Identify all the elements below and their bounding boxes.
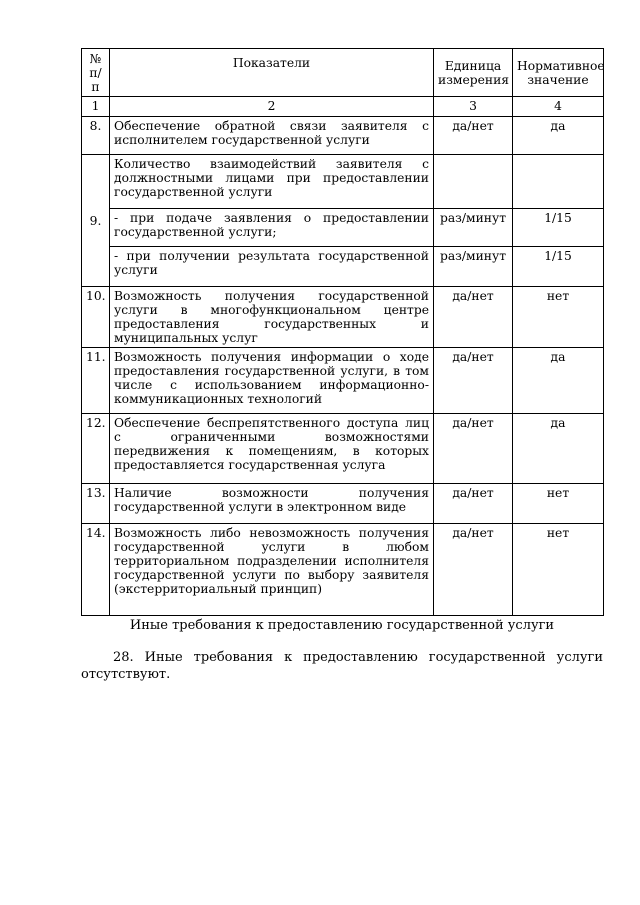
- row-indicator: Возможность получения государственной услуги в многофункциональном центре предоставления государственных и муниципальных услуг: [110, 287, 434, 348]
- row-value: нет: [513, 524, 604, 616]
- row-number: 13.: [82, 484, 110, 524]
- row-value: да: [513, 117, 604, 155]
- row-unit: да/нет: [434, 524, 513, 616]
- table-row: [82, 209, 604, 247]
- row-indicator: Обеспечение обратной связи заявителя с исполнителем государственной услуги: [110, 117, 434, 155]
- row-value: 1/15: [513, 247, 604, 287]
- column-number: 2: [110, 97, 434, 117]
- section-title: Иные требования к предоставлению государственной услуги: [129, 618, 555, 633]
- table-header-row: [82, 49, 604, 97]
- row-number: 11.: [82, 348, 110, 414]
- row-number: 8.: [82, 117, 110, 155]
- row-indicator: Возможность либо невозможность получения государственной услуги в любом территориальном подразделении исполнителя государственной услуги по выбору заявителя (экстерриториальный принцип): [110, 524, 434, 616]
- table-row: [82, 155, 604, 209]
- row-indicator: Наличие возможности получения государственной услуги в электронном виде: [110, 484, 434, 524]
- paragraph-28: 28. Иные требования к предоставлению государственной услуги отсутствуют.: [81, 650, 603, 682]
- row-indicator: - при получении результата государственной услуги: [110, 247, 434, 287]
- row-unit: раз/минут: [434, 247, 513, 287]
- row-unit: да/нет: [434, 414, 513, 484]
- row-number: 10.: [82, 287, 110, 348]
- row-unit: раз/минут: [434, 209, 513, 247]
- row-number: 9.: [82, 155, 110, 287]
- row-indicator: - при подаче заявления о предоставлении государственной услуги;: [110, 209, 434, 247]
- header-indicator: Показатели: [110, 49, 434, 97]
- row-value: да: [513, 348, 604, 414]
- table-row: [82, 484, 604, 524]
- header-norm: Нормативное значение: [513, 49, 604, 97]
- header-num: № п/п: [82, 49, 110, 97]
- row-unit: да/нет: [434, 117, 513, 155]
- row-value: 1/15: [513, 209, 604, 247]
- column-number: 1: [82, 97, 110, 117]
- header-unit: Единица измерения: [434, 49, 513, 97]
- table-row: [82, 117, 604, 155]
- row-number: 14.: [82, 524, 110, 616]
- indicators-table: [81, 48, 604, 616]
- row-unit: да/нет: [434, 348, 513, 414]
- row-unit: да/нет: [434, 287, 513, 348]
- table-row: [82, 247, 604, 287]
- row-value: нет: [513, 484, 604, 524]
- column-number-row: [82, 97, 604, 117]
- row-value: [513, 155, 604, 209]
- row-value: да: [513, 414, 604, 484]
- row-indicator: Количество взаимодействий заявителя с должностными лицами при предоставлении государственной услуги: [110, 155, 434, 209]
- row-indicator: Обеспечение беспрепятственного доступа лиц с ограниченными возможностями передвижения к помещениям, в которых предоставляется государственная услуга: [110, 414, 434, 484]
- column-number: 3: [434, 97, 513, 117]
- column-number: 4: [513, 97, 604, 117]
- row-value: нет: [513, 287, 604, 348]
- table-row: [82, 414, 604, 484]
- table-row: [82, 287, 604, 348]
- row-unit: да/нет: [434, 484, 513, 524]
- table-row: [82, 524, 604, 616]
- row-number: 12.: [82, 414, 110, 484]
- row-indicator: Возможность получения информации о ходе предоставления государственной услуги, в том числе с использованием информационно-коммуникационных технологий: [110, 348, 434, 414]
- row-unit: [434, 155, 513, 209]
- table-row: [82, 348, 604, 414]
